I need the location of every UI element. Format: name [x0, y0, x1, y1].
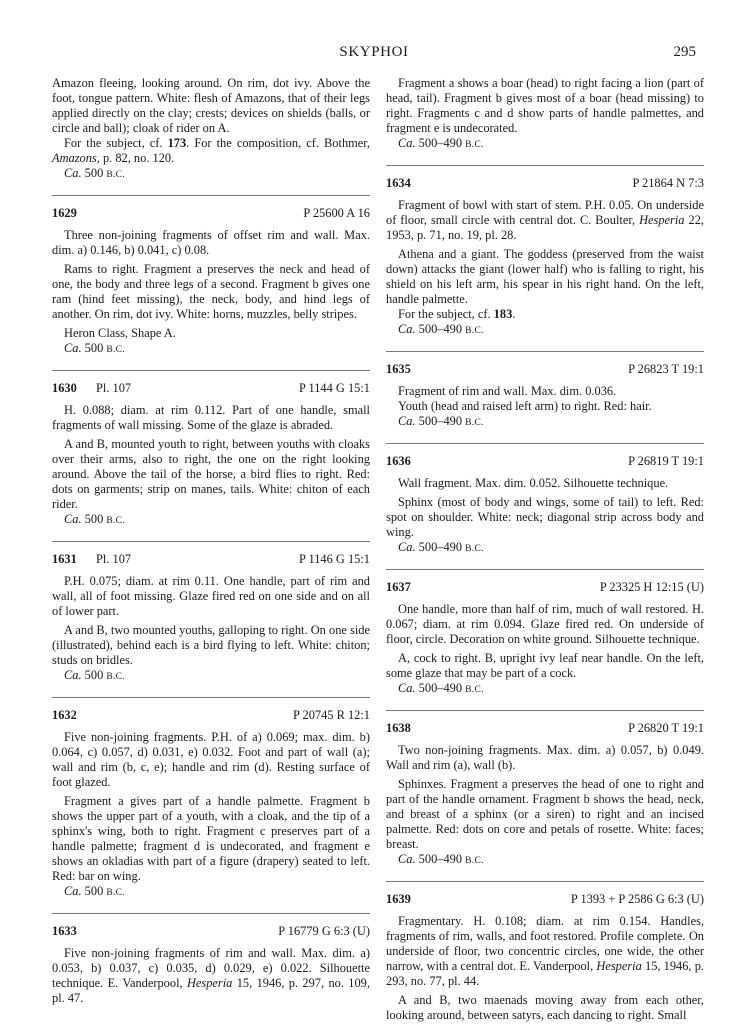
reference-line: For the subject, cf. 183. — [398, 307, 516, 321]
entry-number: 1636 — [386, 454, 411, 468]
entry-divider — [52, 541, 370, 542]
catalogue-entry-1636 — [386, 454, 704, 557]
entry-paragraph: H. 0.088; diam. at rim 0.112. Part of one handle, small fragments of wall missing. Some of the glaze is abraded. — [52, 403, 370, 432]
entry-header — [52, 924, 370, 940]
continued-entry — [52, 76, 370, 183]
date-line: Ca. 500–490 B.C. — [398, 540, 484, 554]
entry-header — [52, 552, 370, 568]
entry-number: 1634 — [386, 176, 411, 190]
date-line: Ca. 500 B.C. — [64, 166, 125, 180]
entry-divider — [52, 697, 370, 698]
entry-divider — [386, 351, 704, 352]
entry-number: 1638 — [386, 721, 411, 735]
catalogue-entry-1634 — [386, 176, 704, 339]
entry-divider — [386, 569, 704, 570]
entry-divider — [52, 195, 370, 196]
entry-number: 1635 — [386, 362, 411, 376]
catalogue-entry-1637 — [386, 580, 704, 698]
entry-paragraph: Wall fragment. Max. dim. 0.052. Silhouette technique. — [398, 476, 669, 490]
entry-number: 1633 — [52, 924, 77, 938]
date-line: Ca. 500–490 B.C. — [398, 322, 484, 336]
entry-paragraph: Three non-joining fragments of offset rim and wall. Max. dim. a) 0.146, b) 0.041, c) 0.08. — [52, 228, 370, 257]
journal-title: Amazons — [52, 151, 97, 165]
entry-divider — [386, 710, 704, 711]
catalogue-entry-1632 — [52, 708, 370, 901]
inventory-number: P 23325 H 12:15 (U) — [599, 580, 704, 594]
inventory-number: P 26819 T 19:1 — [628, 454, 704, 468]
catalogue-entry-1631 — [52, 552, 370, 685]
inventory-number: P 26820 T 19:1 — [628, 721, 704, 735]
continued-paragraph: Amazon fleeing, looking around. On rim, dot ivy. Above the foot, tongue pattern. White: flesh of Amazons, that of their legs applied directly on the clay; crests; devices on shields (balls, or circle and ball); cloak of rider on A. — [52, 76, 370, 135]
entry-paragraph: A, cock to right. B, upright ivy leaf near handle. On the left, some glaze that may be part of a cock. — [386, 651, 704, 680]
catalogue-entry-1639 — [386, 892, 704, 1023]
entry-paragraph: Two non-joining fragments. Max. dim. a) 0.057, b) 0.049. Wall and rim (a), wall (b). — [386, 743, 704, 772]
entry-number: 1637 — [386, 580, 411, 594]
entry-paragraph: Fragmentary. H. 0.108; diam. at rim 0.154. Handles, fragments of rim, walls, and foot restored. Profile complete. On underside of floor, two concentric circles, one wide, the other narrow, with a central dot. E. Vanderpool, Hesperia 15, 1946, p. 293, no. 77, pl. 44. — [386, 914, 704, 988]
entry-paragraph: Sphinxes. Fragment a preserves the head of one to right and part of the handle ornament. Fragment b shows the head, neck, and breast of a sphinx (or a siren) to right and an incised palmette. Red: dots on core and petals of rosette. White: faces; breast. — [386, 777, 704, 851]
inventory-number: P 1393 + P 2586 G 6:3 (U) — [570, 892, 704, 906]
plate-reference: Pl. 107 — [96, 552, 132, 566]
inventory-number: P 21864 N 7:3 — [632, 176, 704, 190]
inventory-number: P 25600 A 16 — [303, 206, 370, 220]
entry-paragraph: Five non-joining fragments. P.H. of a) 0.069; max. dim. b) 0.064, c) 0.057, d) 0.031, e) 0.032. Foot and part of wall (a); wall and rim (b, c, e); handle and rim (d). Resting surface of foot glazed. — [52, 730, 370, 789]
left-column — [52, 76, 370, 1006]
entry-number: 1632 — [52, 708, 77, 722]
entry-paragraph: Athena and a giant. The goddess (preserved from the waist down) attacks the giant (lower half) who is falling to right, his shield on his left arm, his spear in his right hand. On the left, handle palmette. — [386, 247, 704, 306]
entry-header — [52, 206, 370, 222]
entry-paragraph: A and B, mounted youth to right, between youths with cloaks over their arms, also to right, the one on the right looking around. Above the tail of the horse, a bird flies to right. Red: dots on garments; strip on manes, tails. White: chiton of each rider. — [52, 437, 370, 511]
entry-divider — [386, 881, 704, 882]
entry-paragraph: Fragment of bowl with start of stem. P.H. 0.05. On underside of floor, small circle with central dot. C. Boulter, Hesperia 22, 1953, p. 71, no. 19, pl. 28. — [386, 198, 704, 242]
date-line: Ca. 500–490 B.C. — [398, 852, 484, 866]
entry-header — [386, 454, 704, 470]
entry-number: 1629 — [52, 206, 77, 220]
inventory-number: P 16779 G 6:3 (U) — [278, 924, 370, 938]
continued-entry — [386, 76, 704, 153]
entry-number: 1630 — [52, 381, 77, 395]
entry-header — [386, 892, 704, 908]
journal-title: Hesperia — [186, 976, 233, 990]
entry-paragraph: Heron Class, Shape A. — [64, 326, 176, 340]
entry-number: 1639 — [386, 892, 411, 906]
right-column — [386, 76, 704, 1023]
entry-paragraph: Youth (head and raised left arm) to right. Red: hair. — [398, 399, 652, 413]
entry-paragraph: Rams to right. Fragment a preserves the neck and head of one, the body and three legs of a second. Fragment b gives one ram (hind feet missing), the neck, body, and hind legs of another. On rim, dot ivy. White: horns, muzzles, belly stripes. — [52, 262, 370, 321]
catalogue-entry-1629 — [52, 206, 370, 358]
entry-header — [386, 176, 704, 192]
date-line: Ca. 500 B.C. — [64, 341, 125, 355]
entry-header — [52, 381, 370, 397]
date-line: Ca. 500–490 B.C. — [398, 136, 484, 150]
inventory-number: P 1144 G 15:1 — [298, 381, 370, 395]
inventory-number: P 26823 T 19:1 — [628, 362, 704, 376]
entry-paragraph: P.H. 0.075; diam. at rim 0.11. One handle, part of rim and wall, all of foot missing. Glaze fired red on one side and on all of lower part. — [52, 574, 370, 618]
catalogue-entry-1638 — [386, 721, 704, 869]
running-title: SKYPHOI — [339, 44, 409, 60]
entry-number: 1631 — [52, 552, 77, 566]
entry-header — [386, 721, 704, 737]
entry-paragraph: Five non-joining fragments of rim and wall. Max. dim. a) 0.053, b) 0.037, c) 0.035, d) 0.029, e) 0.022. Silhouette technique. E. Vanderpool, Hesperia 15, 1946, p. 297, no. 109, pl. 47. — [52, 946, 370, 1005]
entry-divider — [52, 913, 370, 914]
entry-paragraph: A and B, two maenads moving away from each other, looking around, between satyrs, each dancing to right. Small — [386, 993, 704, 1022]
date-line: Ca. 500 B.C. — [64, 512, 125, 526]
date-line: Ca. 500 B.C. — [64, 884, 125, 898]
entry-paragraph: Sphinx (most of body and wings, some of tail) to left. Red: spot on shoulder. White: neck; diagonal strip across body and wing. — [386, 495, 704, 539]
date-line: Ca. 500–490 B.C. — [398, 414, 484, 428]
catalogue-entry-1633 — [52, 924, 370, 1006]
entry-divider — [52, 370, 370, 371]
date-line: Ca. 500 B.C. — [64, 668, 125, 682]
continued-paragraph: Fragment a shows a boar (head) to right facing a lion (part of head, tail). Fragment b gives most of a boar (head missing) to right. Fragments c and d show parts of handle palmettes, and fragment e is undecorated. — [386, 76, 704, 135]
entry-paragraph: Fragment a gives part of a handle palmette. Fragment b shows the upper part of a youth, with a cloak, and the tip of a sphinx's wing, both to right. Fragment c preserves part of a handle palmette; fragment d is undecorated, and fragment e shows an okladias with part of a figure (drapery) seated to left. Red: bar on wing. — [52, 794, 370, 883]
plate-reference: Pl. 107 — [96, 381, 132, 395]
entry-divider — [386, 165, 704, 166]
entry-header — [386, 580, 704, 596]
catalogue-entry-1635 — [386, 362, 704, 431]
reference-line: For the subject, cf. 173. For the composition, cf. Bothmer, Amazons, p. 82, no. 120. — [52, 136, 371, 165]
journal-title: Hesperia — [596, 959, 642, 973]
entry-paragraph: One handle, more than half of rim, much of wall restored. H. 0.067; diam. at rim 0.094. Glaze fired red. On underside of floor, circle. Decoration on white ground. Silhouette technique. — [386, 602, 704, 646]
cross-reference: 173 — [167, 136, 187, 150]
entry-header — [386, 362, 704, 378]
cross-reference: 183 — [493, 307, 513, 321]
page-number: 295 — [673, 44, 696, 60]
entry-paragraph: A and B, two mounted youths, galloping to right. On one side (illustrated), behind each is a bird flying to left. White: chiton; studs on bridles. — [52, 623, 370, 667]
inventory-number: P 20745 R 12:1 — [293, 708, 370, 722]
entry-paragraph: Fragment of rim and wall. Max. dim. 0.036. — [398, 384, 617, 398]
inventory-number: P 1146 G 15:1 — [298, 552, 370, 566]
catalogue-entry-1630 — [52, 381, 370, 529]
entry-divider — [386, 443, 704, 444]
date-line: Ca. 500–490 B.C. — [398, 681, 484, 695]
journal-title: Hesperia — [639, 213, 685, 227]
entry-header — [52, 708, 370, 724]
